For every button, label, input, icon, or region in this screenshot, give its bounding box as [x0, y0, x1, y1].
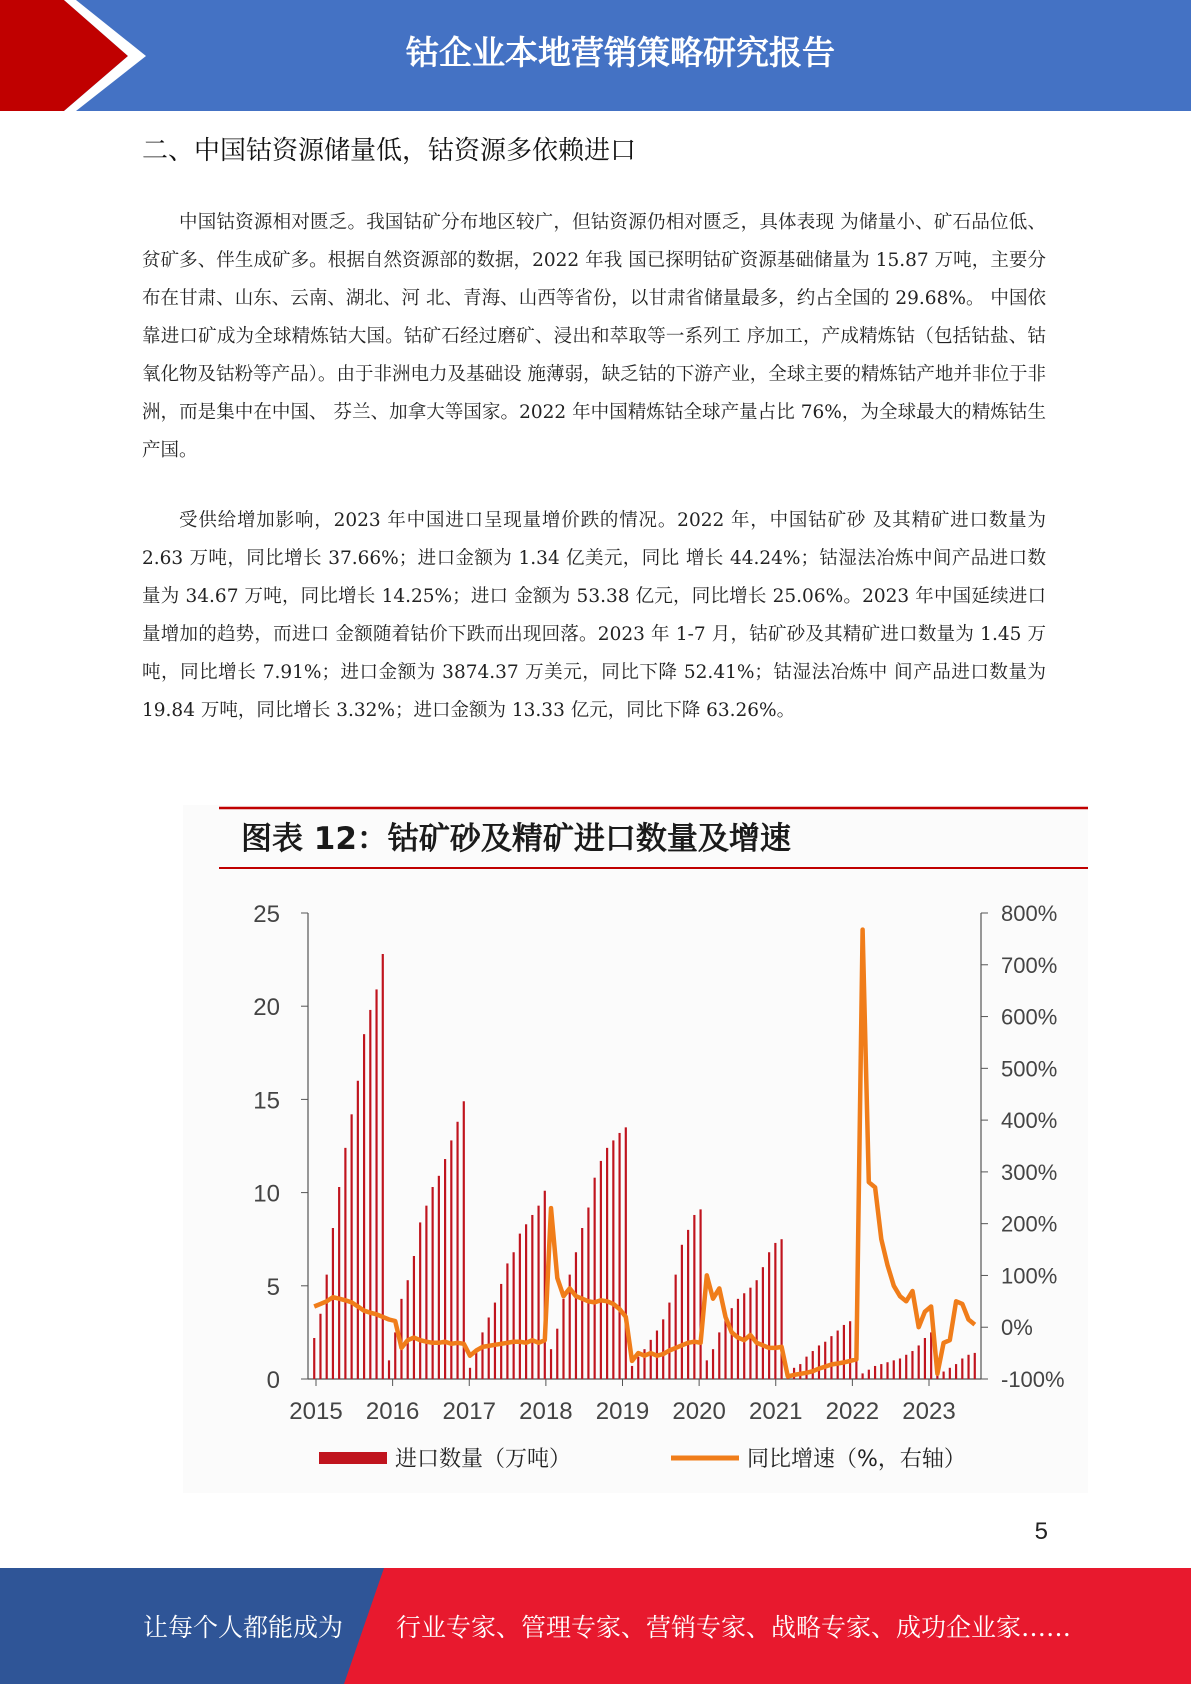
import-quantity-bar [413, 1256, 415, 1379]
report-title: 钴企业本地营销策略研究报告 [406, 33, 835, 72]
import-quantity-bar [687, 1230, 689, 1379]
chart-figure [183, 805, 1088, 1493]
import-quantity-bar [886, 1362, 888, 1379]
import-quantity-bar [351, 1114, 353, 1379]
import-quantity-bar [849, 1321, 851, 1379]
body-paragraph: 中国钴资源相对匮乏。我国钴矿分布地区较广，但钴资源仍相对匮乏，具体表现 为储量小、矿石品位低、贫矿多、伴生成矿多。根据自然资源部的数据，2022 年我 国已探明钴矿资源基础储量为 15.87 万吨，主要分布在甘肃、山东、云南、湖北、河 北、青海、山西等省份，以甘肃省储量最多，约占全国的 29.68%。 中国依靠进口矿成为全球精炼钴大国。钴矿石经过磨矿、浸出和萃取等一系列工 序加工，产成精炼钴（包括钴盐、钴氧化物及钴粉等产品）。由于非洲电力及基础设 施薄弱，缺乏钴的下游产业，全球主要的精炼钴产地并非位于非洲，而是集中在中国、 芬兰、加拿大等国家。2022 年中国精炼钴全球产量占比 76%，为全球最大的精炼钴生 产国。 [142, 212, 1046, 461]
import-quantity-bar [407, 1280, 409, 1379]
import-quantity-bar [650, 1340, 652, 1379]
import-quantity-bar [419, 1222, 421, 1379]
import-quantity-bar [712, 1349, 714, 1379]
import-quantity-bar [843, 1325, 845, 1379]
import-quantity-bar [313, 1338, 315, 1379]
import-quantity-bar [693, 1215, 695, 1379]
legend-label-line: 同比增速（%，右轴） [747, 1447, 966, 1472]
import-quantity-bar [880, 1364, 882, 1379]
import-quantity-bar [600, 1161, 602, 1379]
import-quantity-bar [500, 1284, 502, 1379]
x-axis-tick-label: 2015 [289, 1398, 343, 1425]
import-quantity-bar [974, 1353, 976, 1379]
import-quantity-bar [706, 1360, 708, 1379]
right-axis-tick-label: 400% [1001, 1108, 1058, 1134]
import-quantity-bar [899, 1358, 901, 1379]
left-axis-tick-label: 0 [266, 1367, 280, 1394]
import-quantity-bar [830, 1336, 832, 1379]
page-number: 5 [1034, 1518, 1048, 1545]
import-quantity-bar [637, 1357, 639, 1379]
import-quantity-bar [924, 1338, 926, 1379]
import-quantity-bar [531, 1215, 533, 1379]
import-quantity-bar [743, 1293, 745, 1379]
import-quantity-bar [332, 1228, 334, 1379]
x-axis-tick-label: 2022 [825, 1398, 880, 1425]
import-quantity-bar [394, 1332, 396, 1379]
right-axis-tick-label: 700% [1001, 952, 1058, 978]
import-quantity-bar [537, 1206, 539, 1379]
import-quantity-bar [494, 1303, 496, 1379]
import-quantity-bar [344, 1148, 346, 1379]
import-quantity-bar [581, 1228, 583, 1379]
import-quantity-bar [432, 1187, 434, 1379]
import-quantity-bar [425, 1206, 427, 1379]
import-quantity-bar [762, 1267, 764, 1379]
import-quantity-bar [319, 1314, 321, 1379]
footer-slogan-right: 行业专家、管理专家、营销专家、战略专家、成功企业家…… [396, 1613, 1072, 1642]
import-quantity-bar [326, 1275, 328, 1379]
import-quantity-bar [481, 1332, 483, 1379]
x-axis-tick-label: 2023 [902, 1398, 956, 1425]
import-quantity-bar [369, 1010, 371, 1379]
import-quantity-bar [905, 1355, 907, 1379]
import-quantity-bar [338, 1187, 340, 1379]
import-quantity-bar [444, 1159, 446, 1379]
import-quantity-bar [375, 989, 377, 1379]
footer-slogan-left: 让每个人都能成为 [143, 1613, 344, 1642]
page-header [0, 0, 1191, 111]
import-quantity-bar [949, 1368, 951, 1379]
body-paragraph: 受供给增加影响，2023 年中国进口呈现量增价跌的情况。2022 年，中国钴矿砂 及其精矿进口数量为 2.63 万吨，同比增长 37.66%；进口金额为 1.34 亿美元，同比 增长 44.24%；钴湿法冶炼中间产品进口数量为 34.67 万吨，同比增长 14.25%；进口 金额为 53.38 亿元，同比增长 25.06%。2023 年中国延续进口量增加的趋势，而进口 金额随着钴价下跌而出现回落。2023 年 1-7 月，钴矿砂及其精矿进口数量为 1.45 万 吨，同比增长 7.91%；进口金额为 3874.37 万美元，同比下降 52.41%；钴湿法冶炼中 间产品进口数量为 19.84 万吨，同比增长 3.32%；进口金额为 13.33 亿元，同比下降 63.26%。 [142, 510, 1046, 721]
chart-legend [319, 1447, 966, 1472]
import-quantity-bar [575, 1252, 577, 1379]
left-axis-tick-label: 15 [253, 1087, 280, 1115]
import-quantity-bar [818, 1345, 820, 1379]
import-quantity-bar [731, 1308, 733, 1379]
import-quantity-bar [631, 1366, 633, 1379]
x-axis-tick-label: 2018 [519, 1398, 573, 1425]
import-quantity-bar [874, 1366, 876, 1379]
import-quantity-bar [681, 1245, 683, 1379]
import-quantity-bar [955, 1364, 957, 1379]
import-quantity-bar [562, 1299, 564, 1379]
import-quantity-bar [668, 1303, 670, 1379]
import-quantity-bar [625, 1127, 627, 1379]
right-axis-tick-label: 200% [1001, 1211, 1058, 1237]
x-axis-tick-label: 2019 [595, 1398, 650, 1425]
page-footer [0, 1568, 1191, 1684]
left-axis-tick-label: 5 [266, 1273, 280, 1301]
import-quantity-bar [911, 1351, 913, 1379]
import-quantity-bar [550, 1349, 552, 1379]
import-quantity-bar [587, 1208, 589, 1379]
import-quantity-bar [618, 1133, 620, 1379]
import-quantity-bar [594, 1178, 596, 1379]
right-axis-tick-label: -100% [1001, 1367, 1065, 1392]
import-quantity-bar [824, 1342, 826, 1379]
legend-swatch-bar [319, 1452, 387, 1464]
import-quantity-bar [469, 1368, 471, 1379]
left-axis-tick-label: 20 [253, 994, 280, 1022]
import-quantity-bar [388, 1360, 390, 1379]
chart-svg [183, 805, 1088, 1493]
import-quantity-bar [961, 1358, 963, 1379]
import-quantity-bar [724, 1319, 726, 1379]
import-quantity-bar [943, 1372, 945, 1379]
import-quantity-bar [363, 1034, 365, 1379]
right-axis-tick-label: 300% [1001, 1159, 1058, 1185]
x-axis-tick-label: 2020 [672, 1398, 726, 1425]
import-quantity-bar [699, 1209, 701, 1379]
import-quantity-bar [519, 1234, 521, 1379]
import-quantity-bar [837, 1331, 839, 1379]
import-quantity-bar [918, 1345, 920, 1379]
import-quantity-bar [812, 1351, 814, 1379]
import-quantity-bar [862, 1373, 864, 1379]
import-quantity-bar [438, 1176, 440, 1379]
import-quantity-bar [768, 1252, 770, 1379]
left-axis-tick-label: 10 [253, 1180, 280, 1208]
import-quantity-bar [525, 1224, 527, 1379]
section-heading: 二、中国钴资源储量低，钴资源多依赖进口 [142, 136, 637, 166]
import-quantity-bar [662, 1319, 664, 1379]
import-quantity-bar [930, 1332, 932, 1379]
left-axis-tick-label: 25 [253, 901, 280, 928]
import-quantity-bar [513, 1252, 515, 1379]
import-quantity-bar [868, 1370, 870, 1379]
import-quantity-bar [556, 1329, 558, 1379]
chart-title: 图表 12：钴矿砂及精矿进口数量及增速 [241, 821, 791, 857]
x-axis-tick-label: 2017 [442, 1398, 496, 1425]
right-axis-tick-label: 100% [1001, 1263, 1058, 1289]
import-quantity-bar [774, 1243, 776, 1379]
import-quantity-bar [756, 1280, 758, 1379]
import-quantity-bar [805, 1357, 807, 1379]
import-quantity-bar [967, 1355, 969, 1379]
legend-label-bar: 进口数量（万吨） [395, 1447, 572, 1472]
import-quantity-bar [463, 1101, 465, 1379]
import-quantity-bar [675, 1275, 677, 1379]
right-axis-tick-label: 600% [1001, 1004, 1058, 1030]
chart-plot-area [253, 901, 1064, 1425]
right-axis-tick-label: 500% [1001, 1056, 1058, 1082]
import-quantity-bar [606, 1148, 608, 1379]
x-axis-tick-label: 2021 [749, 1398, 803, 1425]
x-axis-tick-label: 2016 [365, 1398, 420, 1425]
right-axis-tick-label: 0% [1001, 1315, 1033, 1341]
import-quantity-bar [718, 1332, 720, 1379]
right-axis-tick-label: 800% [1001, 901, 1058, 926]
import-quantity-bar [612, 1140, 614, 1379]
import-quantity-bar [456, 1122, 458, 1379]
import-quantity-bar [506, 1263, 508, 1379]
import-quantity-bar [893, 1360, 895, 1379]
import-quantity-bar [357, 1081, 359, 1379]
